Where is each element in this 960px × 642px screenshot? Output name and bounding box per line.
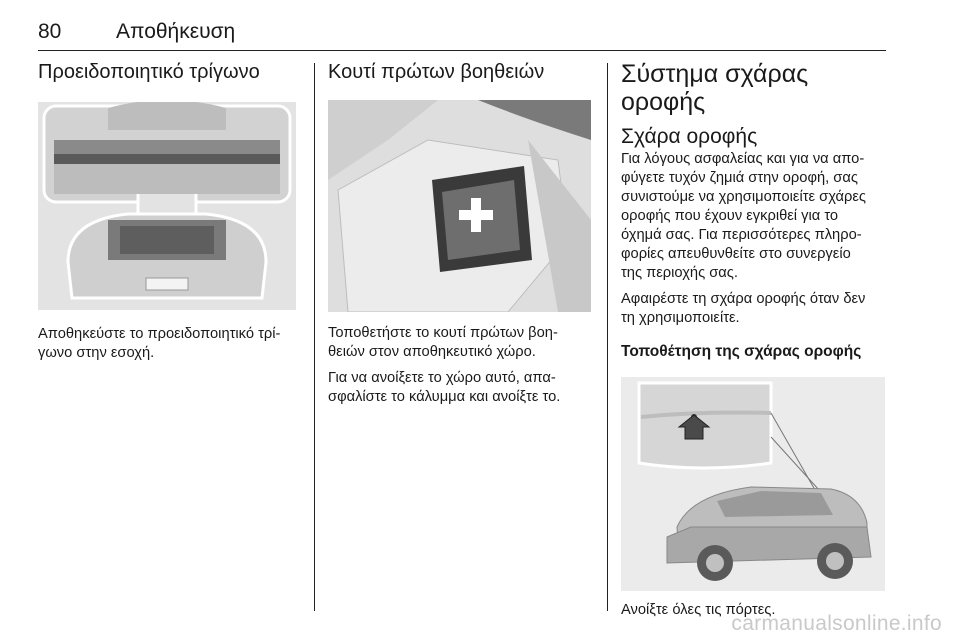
trunk-illustration	[38, 102, 296, 310]
subheading-bold: Τοποθέτηση της σχάρας οροφής	[621, 343, 862, 360]
paragraph-line: Τοποθετήστε το κουτί πρώτων βοη‐	[328, 325, 558, 341]
paragraph-line: όχημά σας. Για περισσότερες πληρο‐	[621, 227, 862, 243]
column-first-aid-kit	[328, 60, 594, 407]
first-aid-kit-illustration	[328, 100, 591, 312]
roof-rack-paragraph	[621, 150, 889, 283]
roof-rack-illustration	[621, 377, 885, 591]
header-rule	[38, 50, 886, 51]
paragraph-line: φύγετε τυχόν ζημιά στην οροφή, σας	[621, 170, 858, 186]
page-number: 80	[38, 20, 62, 43]
paragraph-line: Για λόγους ασφαλείας και για να απο‐	[621, 151, 865, 167]
figure-caption: Ανοίξτε όλες τις πόρτες.	[621, 602, 776, 618]
paragraph-line: θειών στον αποθηκευτικό χώρο.	[328, 344, 536, 360]
paragraph-line: της περιοχής σας.	[621, 265, 738, 281]
subheading: Σχάρα οροφής	[621, 125, 758, 148]
paragraph-line: σφαλίστε το κάλυμμα και ανοίξτε το.	[328, 389, 561, 405]
paragraph-line: φορίες απευθυνθείτε στο συνεργείο	[621, 246, 851, 262]
section-heading: Προειδοποιητικό τρίγωνο	[38, 61, 260, 83]
column-warning-triangle	[38, 60, 300, 363]
paragraph-line: γωνο στην εσοχή.	[38, 345, 155, 361]
column-divider	[314, 63, 315, 611]
chapter-heading: Σύστημα σχάρας	[621, 60, 809, 88]
paragraph-line: οροφής που έχουν εγκριθεί για το	[621, 208, 839, 224]
column-divider	[607, 63, 608, 611]
watermark: carmanualsonline.info	[731, 612, 942, 635]
paragraph-line: Αφαιρέστε τη σχάρα οροφής όταν δεν	[621, 291, 866, 307]
paragraph-line: συνιστούμε να χρησιμοποιείτε σχάρες	[621, 189, 867, 205]
paragraph-line: τη χρησιμοποιείτε.	[621, 310, 740, 326]
paragraph-line: Για να ανοίξετε το χώρο αυτό, απα‐	[328, 370, 556, 386]
section-heading: Κουτί πρώτων βοηθειών	[328, 61, 545, 83]
column-roof-rack	[621, 60, 889, 620]
running-title: Αποθήκευση	[116, 20, 236, 43]
paragraph-line: Αποθηκεύστε το προειδοποιητικό τρί‐	[38, 326, 281, 342]
chapter-heading: οροφής	[621, 88, 706, 116]
